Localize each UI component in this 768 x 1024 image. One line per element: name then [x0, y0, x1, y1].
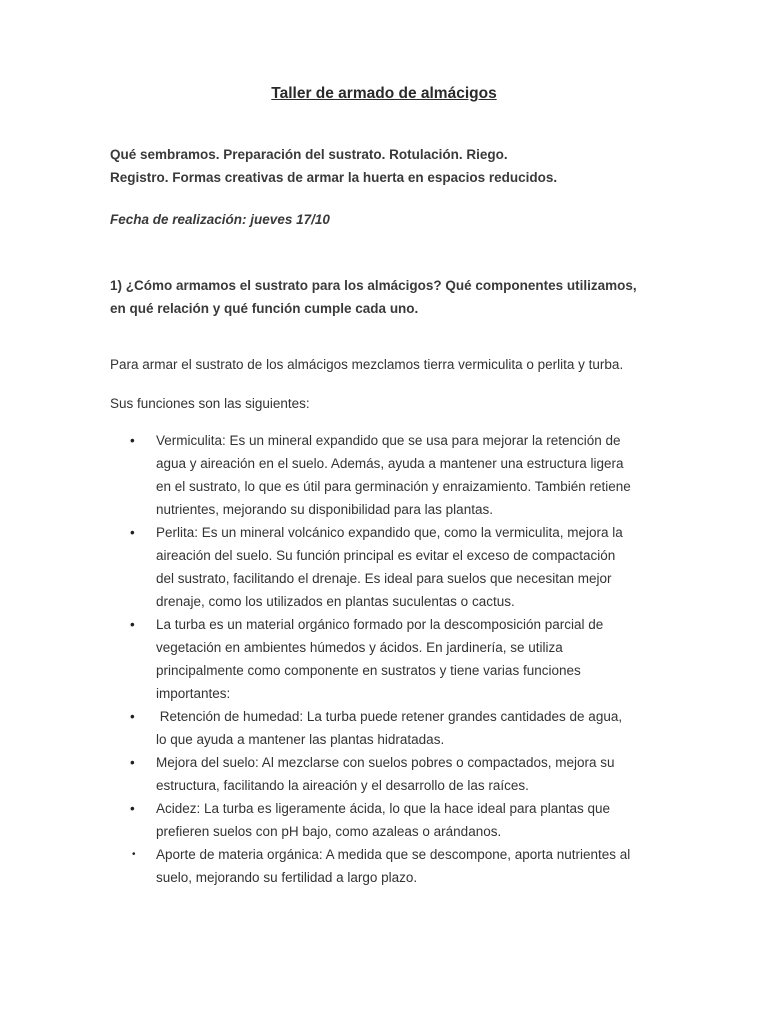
list-item-line: nutrientes, mejorando su disponibilidad para las plantas. [156, 502, 493, 517]
list-item-line: Vermiculita: Es un mineral expandido que se usa para mejorar la retención de [156, 433, 621, 448]
list-item-line: Aporte de materia orgánica: A medida que se descompone, aporta nutrientes al [156, 847, 631, 862]
bullet-icon: • [132, 849, 136, 860]
list-item-line: Perlita: Es un mineral volcánico expandido que, como la vermiculita, mejora la [156, 525, 623, 540]
bullet-icon: • [130, 525, 135, 540]
question-line: 1) ¿Cómo armamos el sustrato para los almácigos? Qué componentes utilizamos, [110, 278, 637, 293]
list-item-line: drenaje, como los utilizados en plantas suculentas o cactus. [156, 594, 515, 609]
list-item-line: aireación del suelo. Su función principal es evitar el exceso de compactación [156, 548, 616, 563]
list-item [0, 429, 768, 521]
list-item-line: vegetación en ambientes húmedos y ácidos. En jardinería, se utiliza [156, 640, 563, 655]
list-item-line: estructura, facilitando la aireación y el desarrollo de las raíces. [156, 778, 529, 793]
bullet-icon: • [130, 709, 135, 724]
intro-line: Qué sembramos. Preparación del sustrato. Rotulación. Riego. [110, 147, 508, 162]
document-title: Taller de armado de almácigos [271, 85, 497, 102]
list-item [0, 751, 768, 797]
functions-intro: Sus funciones son las siguientes: [110, 396, 310, 411]
answer-intro: Para armar el sustrato de los almácigos mezclamos tierra vermiculita o perlita y turba. [110, 357, 624, 372]
functions-list [0, 429, 768, 889]
list-item [0, 705, 768, 751]
bullet-icon: • [130, 433, 135, 448]
list-item-line: Retención de humedad: La turba puede retener grandes cantidades de agua, [156, 709, 623, 724]
list-item [0, 843, 768, 889]
list-item [0, 797, 768, 843]
date-line: Fecha de realización: jueves 17/10 [110, 212, 330, 227]
list-item-line: La turba es un material orgánico formado por la descomposición parcial de [156, 617, 604, 632]
list-item-line: prefieren suelos con pH bajo, como azaleas o arándanos. [156, 824, 502, 839]
bullet-icon: • [130, 755, 135, 770]
bullet-icon: • [130, 617, 135, 632]
bullet-icon: • [130, 801, 135, 816]
list-item-line: del sustrato, facilitando el drenaje. Es ideal para suelos que necesitan mejor [156, 571, 612, 586]
question-paragraph [110, 275, 670, 320]
list-item-line: lo que ayuda a mantener las plantas hidratadas. [156, 732, 445, 747]
intro-paragraph [110, 144, 670, 189]
question-line: en qué relación y qué función cumple cada uno. [110, 300, 419, 316]
intro-line: Registro. Formas creativas de armar la huerta en espacios reducidos. [110, 169, 558, 185]
list-item-line: en el sustrato, lo que es útil para germinación y enraizamiento. También retiene [156, 479, 631, 494]
list-item-line: suelo, mejorando su fertilidad a largo plazo. [156, 870, 418, 885]
list-item [0, 613, 768, 705]
list-item-line: agua y aireación en el suelo. Además, ayuda a mantener una estructura ligera [156, 456, 624, 471]
list-item [0, 521, 768, 613]
list-item-line: principalmente como componente en sustratos y tiene varias funciones [156, 663, 581, 678]
list-item-line: Mejora del suelo: Al mezclarse con suelos pobres o compactados, mejora su [156, 755, 615, 770]
list-item-line: importantes: [156, 686, 231, 701]
list-item-line: Acidez: La turba es ligeramente ácida, lo que la hace ideal para plantas que [156, 801, 611, 816]
